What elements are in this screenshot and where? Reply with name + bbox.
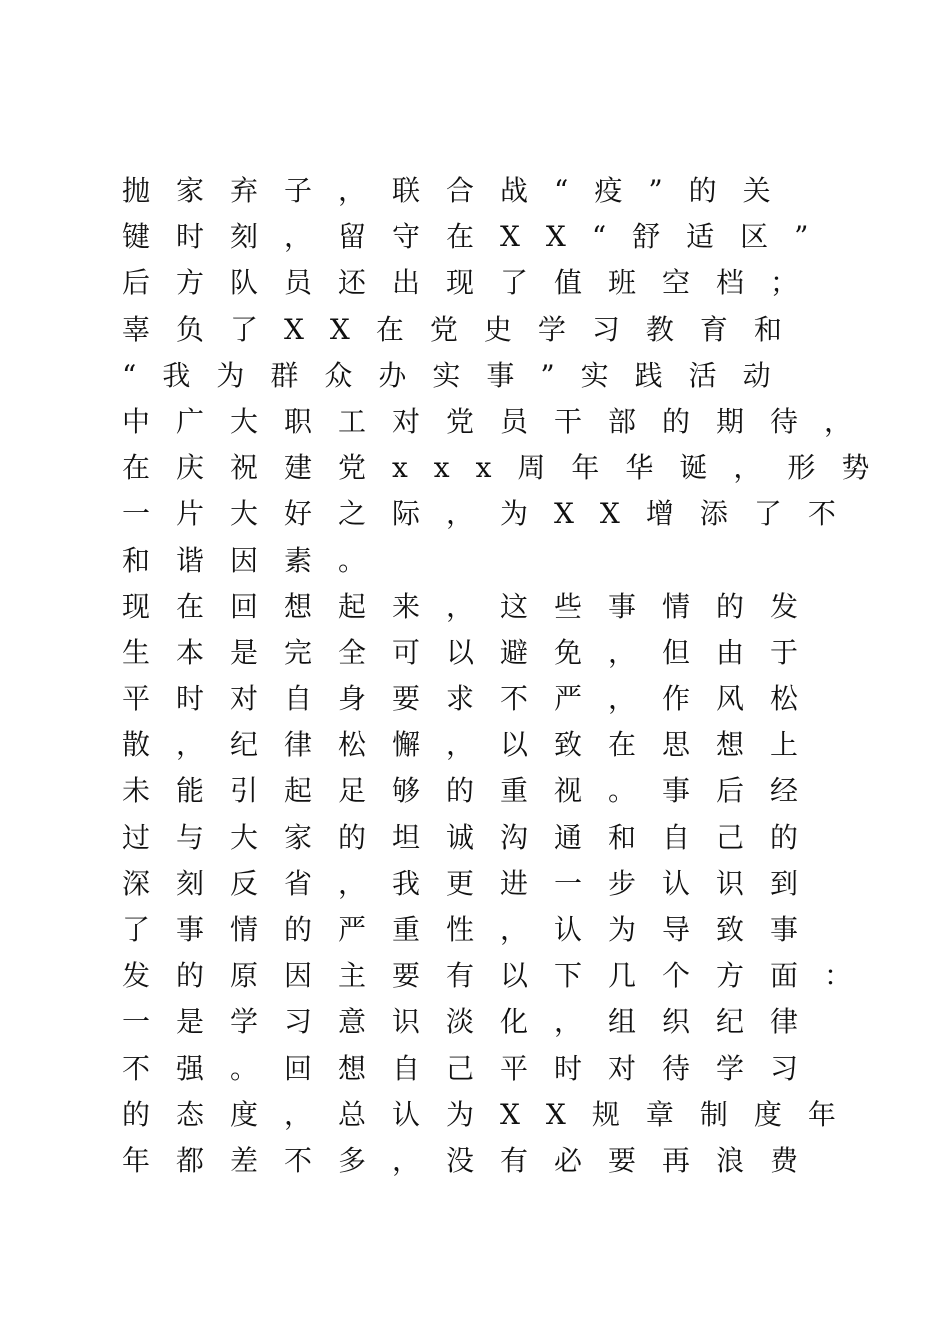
text-line: 过与大家的坦诚沟通和自己的 — [122, 820, 825, 854]
text-line: “我为群众办实事”实践活动 — [122, 358, 797, 392]
text-line: 现在回想起来，这些事情的发 — [122, 589, 825, 623]
text-line: 未能引起足够的重视。事后经 — [122, 774, 825, 808]
text-line: 一片大好之际，为XX增添了不 — [122, 497, 862, 531]
text-line: 的态度，总认为XX规章制度年 — [122, 1097, 862, 1131]
text-line: 中广大职工对党员干部的期待， — [122, 404, 879, 438]
text-line: 辜负了XX在党史学习教育和 — [122, 312, 808, 346]
text-line: 和谐因素。 — [122, 543, 393, 577]
text-line: 键时刻，留守在XX“舒适区” — [122, 220, 835, 254]
text-line: 在庆祝建党xxx周年华诞，形势 — [122, 451, 896, 485]
text-line: 平时对自身要求不严，作风松 — [122, 682, 825, 716]
text-line: 年都差不多，没有必要再浪费 — [122, 1143, 825, 1177]
text-line: 不强。回想自己平时对待学习 — [122, 1051, 825, 1085]
text-line: 发的原因主要有以下几个方面： — [122, 959, 879, 993]
text-line: 生本是完全可以避免，但由于 — [122, 635, 825, 669]
text-line: 后方队员还出现了值班空档； — [122, 266, 825, 300]
text-line: 一是学习意识淡化，组织纪律 — [122, 1005, 825, 1039]
body-text — [122, 168, 896, 1184]
text-line: 深刻反省，我更进一步认识到 — [122, 866, 825, 900]
text-line: 抛家弃子，联合战“疫”的关 — [122, 174, 797, 207]
text-line: 散，纪律松懈，以致在思想上 — [122, 728, 825, 762]
text-line: 了事情的严重性，认为导致事 — [122, 913, 825, 946]
